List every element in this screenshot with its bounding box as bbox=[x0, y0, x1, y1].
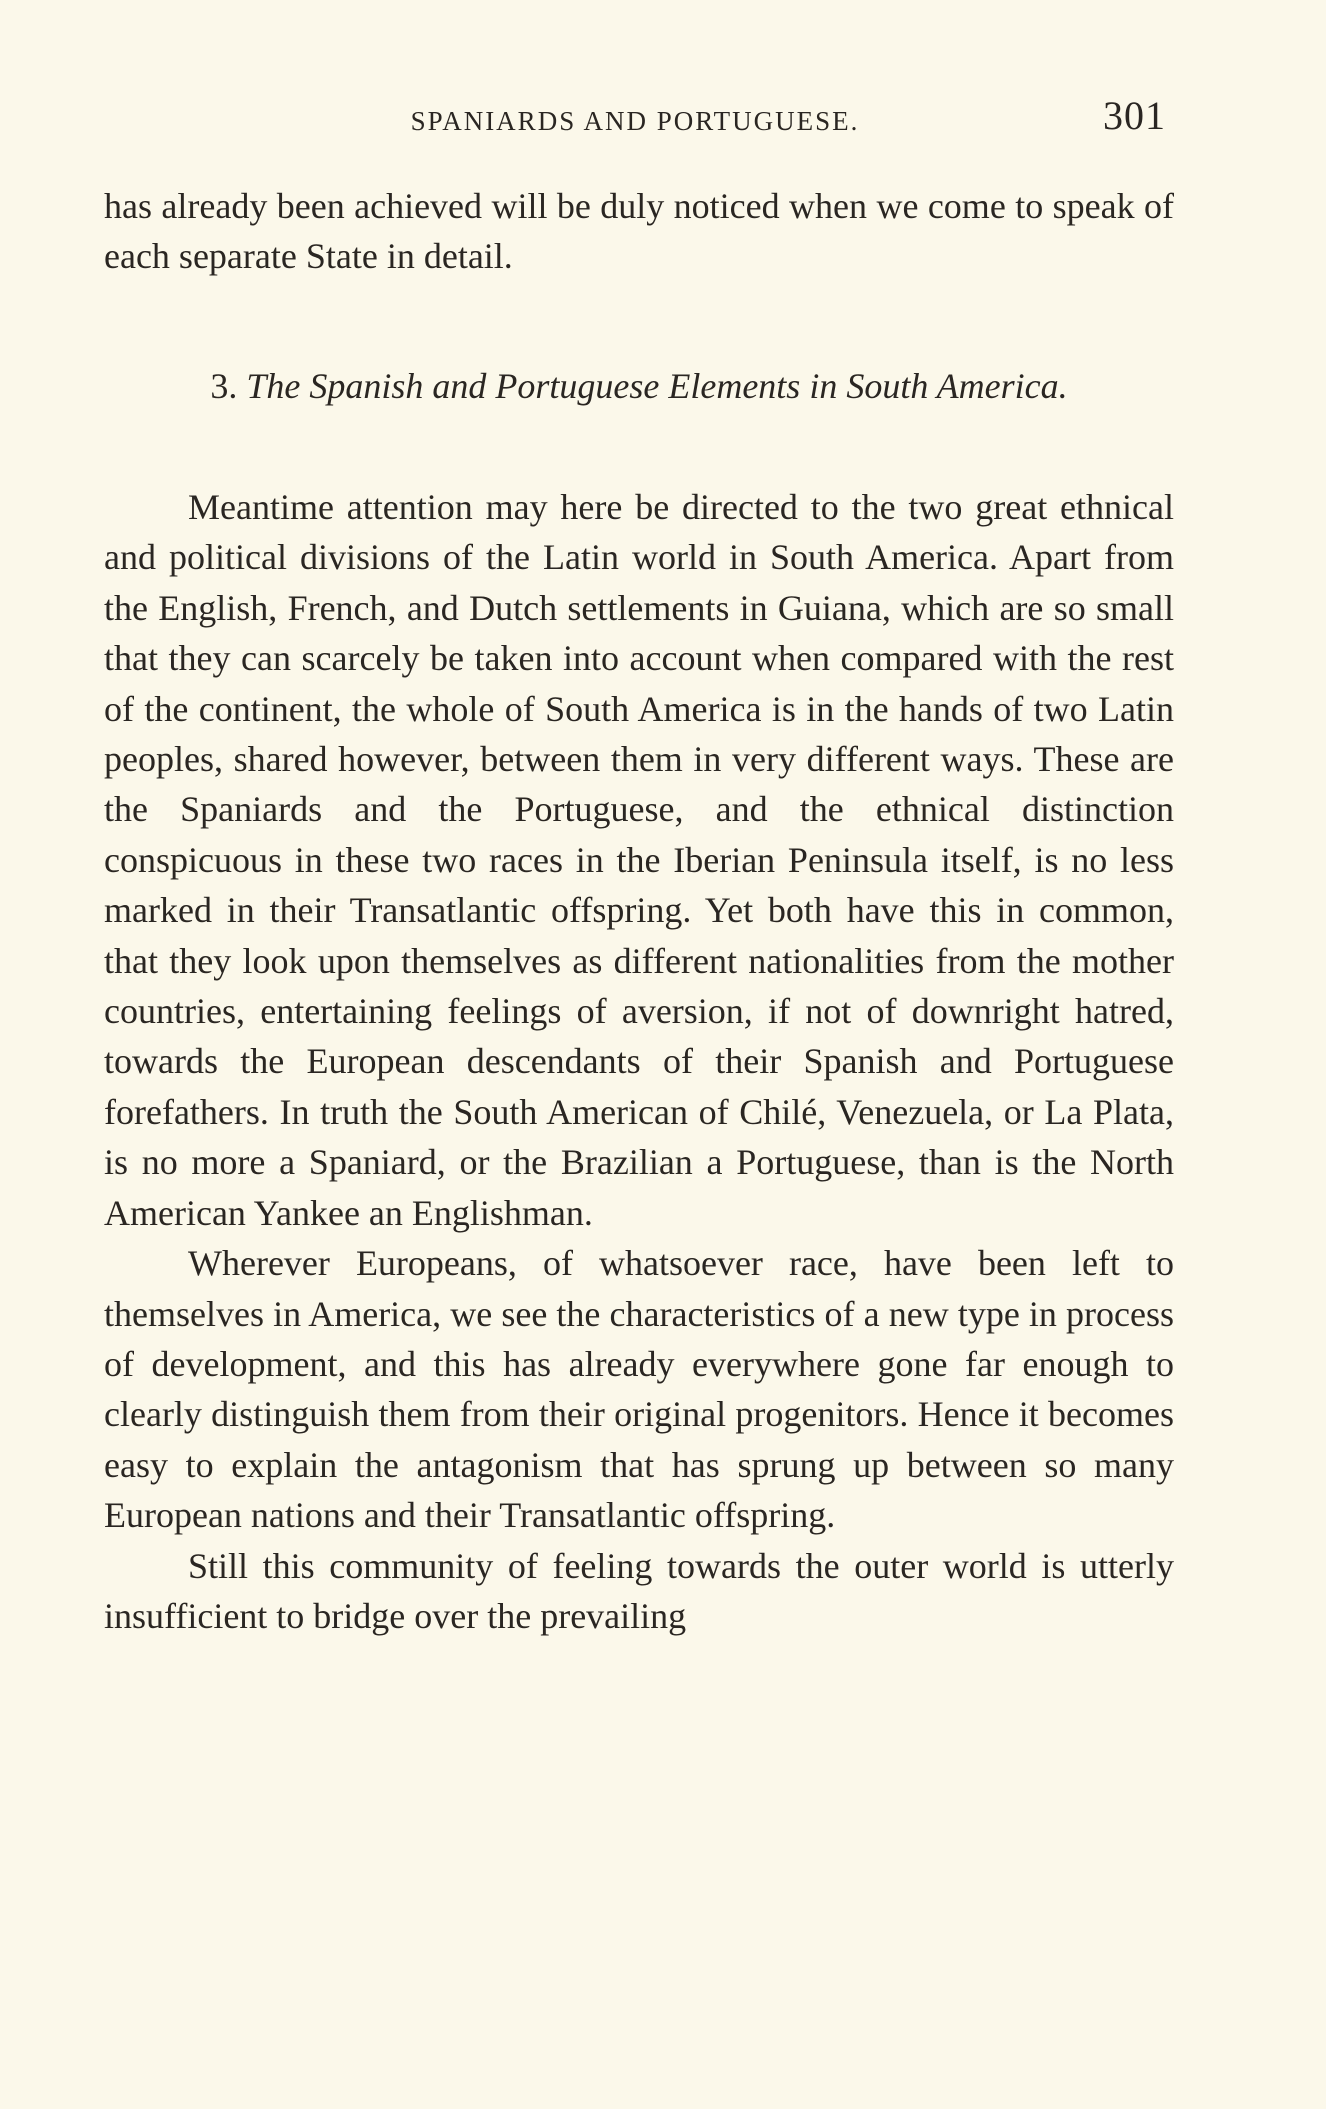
section-title: The Spanish and Portuguese Elements in South America. bbox=[246, 366, 1068, 406]
paragraph: Meantime attention may here be directed to the two great ethnical and political divisions of the Latin world in South America. Apart from the English, French, and Dutch settlements in Guiana, which are so small that they can scarcely be taken into account when compared with the rest of the continent, the whole of South America is in the hands of two Latin peoples, shared however, between them in very different ways. These are the Spaniards and the Portuguese, and the ethnical distinction conspicuous in these two races in the Iberian Peninsula itself, is no less marked in their Transatlantic offspring. Yet both have this in common, that they look upon themselves as different nationalities from the mother countries, entertaining feelings of aversion, if not of downright hatred, towards the European descendants of their Spanish and Portuguese forefathers. In truth the South American of Chilé, Venezuela, or La Plata, is no more a Spaniard, or the Brazilian a Portuguese, than is the North American Yankee an Englishman. bbox=[104, 487, 1174, 1233]
section-number: 3. bbox=[210, 366, 238, 406]
paragraph: Still this community of feeling towards the outer world is utterly insufficient to bridge over the prevailing bbox=[104, 1545, 1174, 1636]
page-number: 301 bbox=[1103, 93, 1166, 138]
running-head bbox=[104, 92, 1166, 142]
section-heading bbox=[104, 361, 1174, 411]
body-text bbox=[104, 482, 1174, 1641]
running-title: SPANIARDS AND PORTUGUESE. bbox=[410, 106, 860, 136]
paragraph: Wherever Europeans, of whatsoever race, have been left to themselves in America, we see the characteristics of a new type in process of development, and this has already everywhere gone far enough to clearly distinguish them from their original progenitors. Hence it becomes easy to explain the antagonism that has sprung up between so many European nations and their Transatlantic offspring. bbox=[104, 1243, 1174, 1536]
continuation-paragraph: has already been achieved will be duly noticed when we come to speak of each separate State in detail. bbox=[104, 186, 1174, 277]
continuation-text bbox=[104, 181, 1174, 282]
